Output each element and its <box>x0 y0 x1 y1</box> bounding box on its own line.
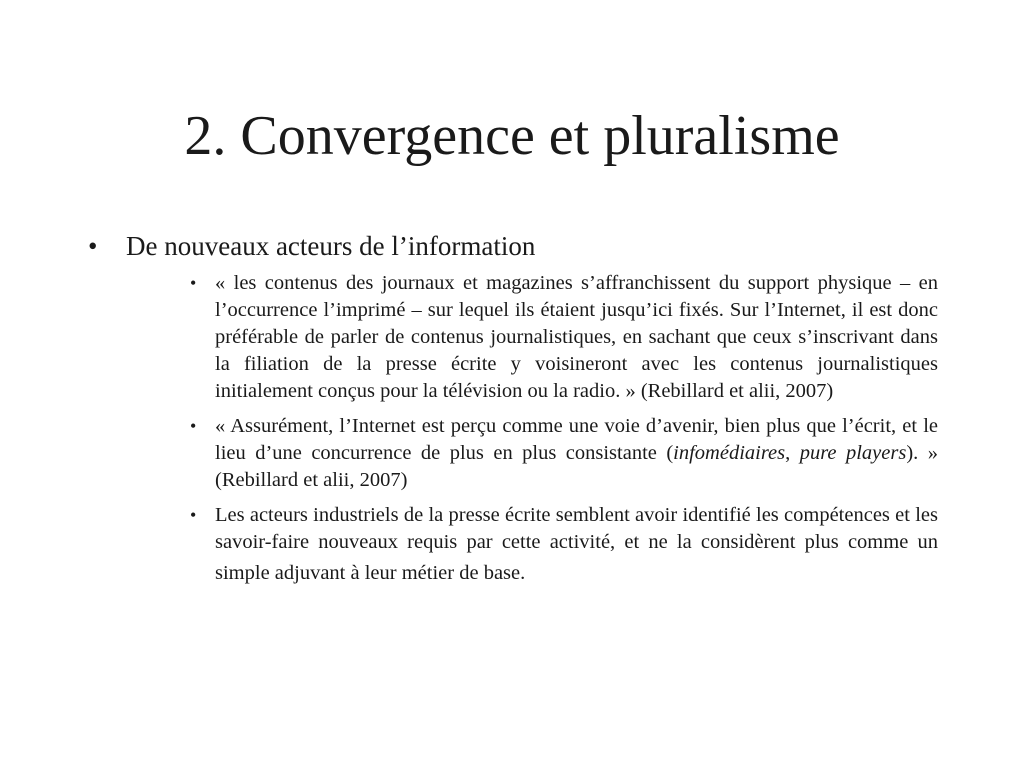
emphasis-term: infomédiaires <box>673 442 786 464</box>
emphasis-term: pure players <box>799 442 907 464</box>
statement-text <box>215 502 938 587</box>
bullet-dot: • <box>190 273 197 293</box>
quote-text <box>215 413 938 494</box>
sub-bullet-item-1 <box>190 270 938 405</box>
quote-text-part: « Assurément, l’Internet est perçu comme une voie d’avenir, bien plus que l’écrit, et le lieu d’une concurrence de plus en plus consistante ( <box>215 415 938 464</box>
sub-bullet-item-3 <box>190 502 938 587</box>
statement-text-part: base. <box>483 562 526 584</box>
bullet-dot: • <box>190 505 197 525</box>
quote-text: « les contenus des journaux et magazines s’affranchissent du support physique – en l’occurrence l’imprimé – sur lequel ils étaient jusqu’ici fixés. Sur l’Internet, il est donc préférable de parler de contenus journalistiques, en sachant que ceux s’inscrivant dans la filiation de la presse écrite y voisineront avec les contenus journalistiques initialement conçus pour la télévision ou la radio. » (Rebillard et alii, 2007) <box>215 272 938 402</box>
bullet-dot: • <box>88 231 98 261</box>
slide-title: 2. Convergence et pluralisme <box>184 105 840 167</box>
bullet-level1-text: De nouveaux acteurs de l’information <box>126 231 536 261</box>
statement-text-part: Les acteurs industriels de la presse écrite semblent avoir identifié les compétences et les savoir-faire nouveaux requis par cette activité, et ne la considèrent plus comme un simple adjuvant à leur métier de <box>215 504 938 584</box>
bullet-dot: • <box>190 416 197 436</box>
quote-text-part: ). » (Rebillard et alii, 2007) <box>215 442 938 491</box>
sub-bullet-item-2 <box>190 413 938 494</box>
sub-bullet-list <box>190 270 938 595</box>
separator: , <box>785 442 800 464</box>
